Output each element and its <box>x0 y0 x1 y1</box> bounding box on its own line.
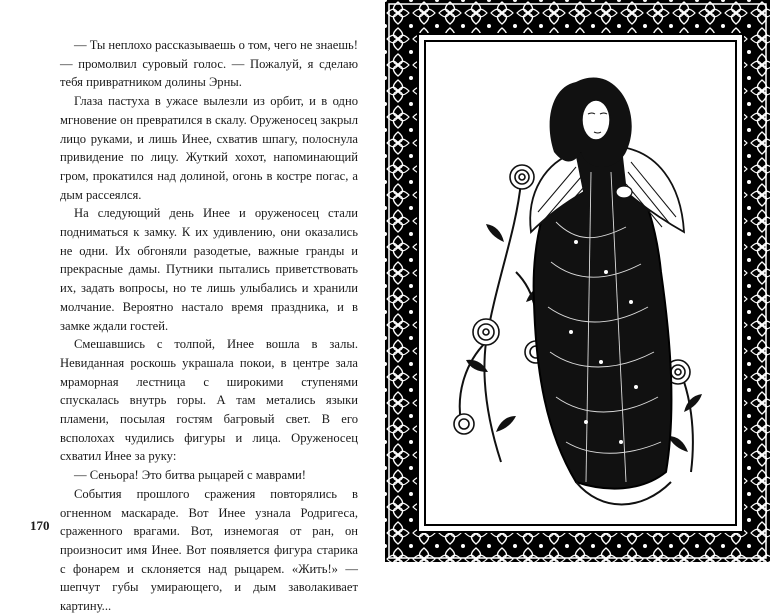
page-number: 170 <box>30 518 50 533</box>
illustration-page <box>385 0 770 562</box>
woman-with-roses-illustration <box>426 42 735 524</box>
paragraph: На следующий день Инее и оруженосец стали подниматься к замку. К их удивлению, они оказались не одни. Их обгоняли разодетые, важные гранды и прекрасные дамы. Путники пытались приветствовать их, задать вопросы, но те лишь улыбались и хранили молчание. Вероятно настало время праздника, и в замке ждали гостей. <box>60 206 358 333</box>
paragraph: Смешавшись с толпой, Инее вошла в залы. Невиданная роскошь украшала покои, в центре зала мраморная лестница с широкими ступенями спускалась внутрь горы. А там метались языки пламени, посылая гостям багровый свет. В его всполохах чудились фигуры и лица. Оруженосец схватил Инее за руку: <box>60 337 358 464</box>
left-page <box>0 0 385 614</box>
paragraph: Глаза пастуха в ужасе вылезли из орбит, и в одно мгновение он превратился в скалу. Оруженосец закрыл лицо руками, и лишь Инее, схватив шпагу, полоснула привидение по лицу. Жуткий хохот, напоминающий гром, прокатился над долиной, огонь в костре погас, а дым рассеялся. <box>60 94 358 202</box>
paragraph: — Ты неплохо рассказываешь о том, чего не знаешь! — промолвил суровый голос. — Пожалуй, я сделаю тебя привратником долины Эрны. <box>60 38 358 90</box>
text-column <box>60 36 358 616</box>
illustration-frame <box>424 40 737 526</box>
paragraph: — Сеньора! Это битва рыцарей с маврами! <box>74 468 306 483</box>
paragraph: События прошлого сражения повторялись в огненном маскараде. Вот Инее узнала Родригеса, сраженного врагами. Вот, изнемогая от ран, он произносит имя Инее. Вот появляется фигура старика с фонарем и склоняется над рыцарем. «Жить!» — шепчут губы умирающего, и дым заволакивает картину... <box>60 486 358 614</box>
